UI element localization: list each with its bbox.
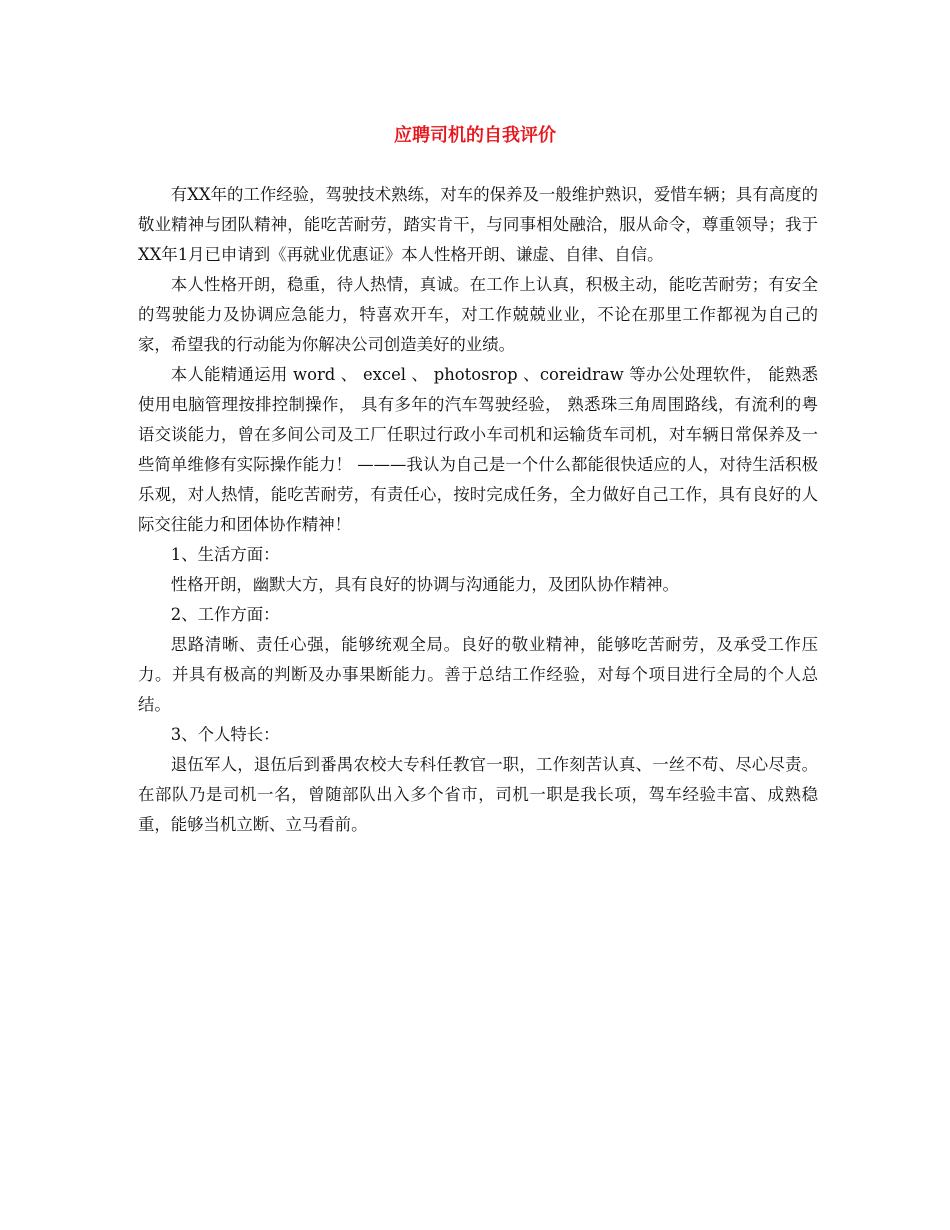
section-heading-specialty: 3、个人特长： bbox=[170, 725, 280, 744]
document-body bbox=[138, 180, 818, 840]
paragraph-specialty: 退伍军人，退伍后到番禺农校大专科任教官一职，工作刻苦认真、一丝不苟、尽心尽责。在部队乃是司机一名，曾随部队出入多个省市，司机一职是我长项，驾车经验丰富、成熟稳重，能够当机立断、立马看前。 bbox=[138, 755, 818, 834]
section-heading-work: 2、工作方面： bbox=[170, 605, 280, 624]
paragraph-intro: 有XX年的工作经验，驾驶技术熟练，对车的保养及一般维护熟识，爱惜车辆；具有高度的敬业精神与团队精神，能吃苦耐劳，踏实肯干，与同事相处融洽，服从命令，尊重领导；我于XX年1月已申请到《再就业优惠证》本人性格开朗、谦虚、自律、自信。 bbox=[138, 185, 818, 264]
paragraph-work: 思路清晰、责任心强，能够统观全局。良好的敬业精神，能够吃苦耐劳，及承受工作压力。并具有极高的判断及办事果断能力。善于总结工作经验，对每个项目进行全局的个人总结。 bbox=[138, 635, 818, 714]
section-heading-life: 1、生活方面： bbox=[170, 545, 280, 564]
document-title: 应聘司机的自我评价 bbox=[394, 125, 556, 146]
paragraph-personality: 本人性格开朗，稳重，待人热情，真诚。在工作上认真，积极主动，能吃苦耐劳；有安全的驾驶能力及协调应急能力，特喜欢开车，对工作兢兢业业，不论在那里工作都视为自己的家，希望我的行动能为你解决公司创造美好的业绩。 bbox=[138, 275, 818, 354]
paragraph-skills: 本人能精通运用 word 、 excel 、 photosrop 、coreidraw 等办公处理软件， 能熟悉使用电脑管理按排控制操作， 具有多年的汽车驾驶经验， 熟悉珠三角周围路线，有流利的粤语交谈能力，曾在多间公司及工厂任职过行政小车司机和运输货车司机，对车辆日常保养及一些简单维修有实际操作能力！ ———我认为自己是一个什么都能很快适应的人，对待生活积极乐观，对人热情，能吃苦耐劳，有责任心，按时完成任务，全力做好自己工作，具有良好的人际交往能力和团体协作精神！ bbox=[138, 365, 818, 534]
paragraph-life: 性格开朗，幽默大方，具有良好的协调与沟通能力，及团队协作精神。 bbox=[170, 575, 679, 594]
